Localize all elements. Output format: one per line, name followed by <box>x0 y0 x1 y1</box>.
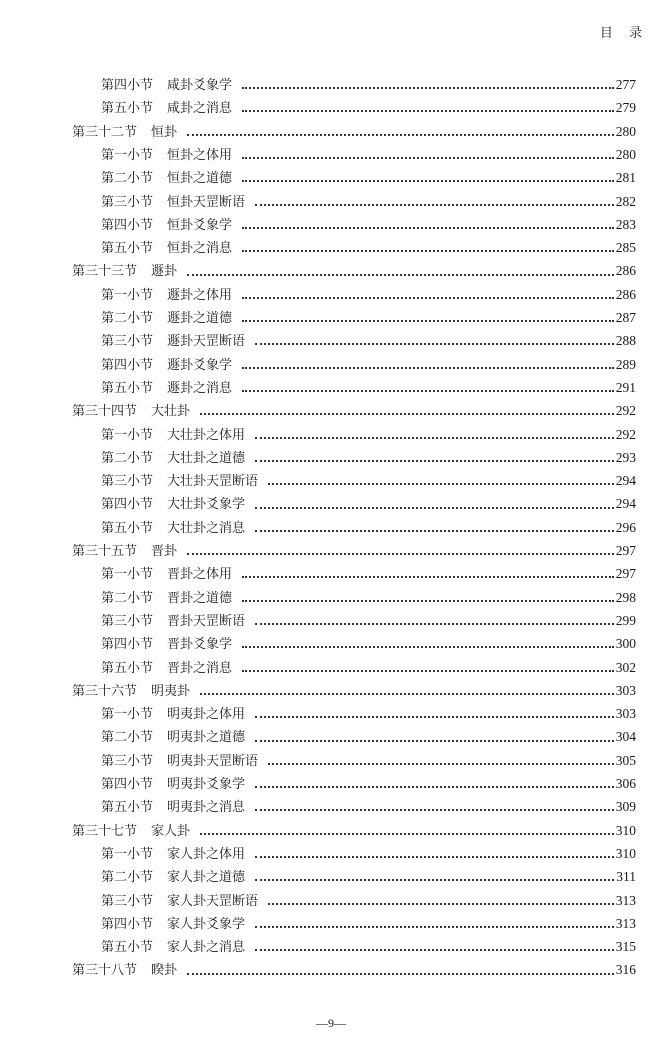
entry-label: 第三十五节 <box>72 544 138 559</box>
dot-leader <box>242 599 614 602</box>
dot-leader <box>187 133 614 136</box>
entry-label: 第四小节 <box>101 916 154 932</box>
entry-page-number: 282 <box>615 193 636 209</box>
toc-subsection-entry[interactable] <box>101 470 636 493</box>
dot-leader <box>242 86 614 89</box>
entry-page-number: 316 <box>615 962 636 978</box>
dot-leader <box>242 669 614 672</box>
entry-title: 明夷卦 <box>151 683 191 699</box>
dot-leader <box>255 622 614 625</box>
toc-subsection-entry[interactable] <box>101 214 636 237</box>
dot-leader <box>200 412 614 415</box>
entry-label: 第一小节 <box>101 427 154 443</box>
entry-label: 第三小节 <box>101 613 154 629</box>
entry-title: 恒卦之道德 <box>167 171 233 187</box>
toc-subsection-entry[interactable] <box>101 750 636 773</box>
toc-subsection-entry[interactable] <box>101 703 636 726</box>
entry-page-number: 311 <box>616 869 636 885</box>
entry-title: 晋卦之体用 <box>167 567 233 583</box>
entry-title: 睽卦 <box>151 963 178 979</box>
dot-leader <box>187 972 614 975</box>
dot-leader <box>255 342 614 345</box>
toc-subsection-entry[interactable] <box>101 633 636 656</box>
entry-page-number: 294 <box>615 496 636 512</box>
dot-leader <box>255 529 614 532</box>
entry-label: 第三小节 <box>101 893 154 909</box>
entry-title: 明夷卦爻象学 <box>167 777 246 792</box>
entry-label: 第二小节 <box>101 171 154 187</box>
entry-title: 晋卦天罡断语 <box>167 613 246 629</box>
dot-leader <box>255 459 614 462</box>
toc-section-entry[interactable] <box>72 540 636 563</box>
dot-leader <box>242 366 614 369</box>
entry-label: 第三十六节 <box>72 683 138 699</box>
dot-leader <box>242 109 614 112</box>
toc-subsection-entry[interactable] <box>101 796 636 819</box>
dot-leader <box>242 575 614 578</box>
dot-leader <box>255 808 614 811</box>
dot-leader <box>242 156 614 159</box>
entry-label: 第四小节 <box>101 497 154 513</box>
entry-label: 第二小节 <box>101 450 154 466</box>
entry-title: 晋卦之消息 <box>167 660 233 676</box>
entry-label: 第三十三节 <box>72 264 138 280</box>
dot-leader <box>255 785 614 788</box>
entry-page-number: 289 <box>615 356 636 372</box>
dot-leader <box>242 645 614 648</box>
entry-title: 大壮卦爻象学 <box>167 497 246 513</box>
entry-label: 第四小节 <box>101 357 154 373</box>
entry-page-number: 303 <box>615 706 636 722</box>
entry-page-number: 279 <box>615 100 636 116</box>
entry-page-number: 287 <box>615 310 636 325</box>
entry-label: 第二小节 <box>101 870 154 886</box>
toc-subsection-entry[interactable] <box>101 307 636 330</box>
entry-label: 第五小节 <box>101 101 154 117</box>
dot-leader <box>255 948 614 951</box>
toc-section-entry[interactable] <box>72 680 636 703</box>
toc-subsection-entry[interactable] <box>101 144 636 167</box>
toc-subsection-entry[interactable] <box>101 936 636 959</box>
entry-label: 第五小节 <box>101 660 154 676</box>
entry-title: 明夷卦之道德 <box>167 730 246 746</box>
entry-title: 大壮卦之道德 <box>167 450 246 466</box>
entry-page-number: 313 <box>615 915 636 931</box>
running-header: 目 录 <box>599 26 648 41</box>
entry-page-number: 280 <box>615 123 636 139</box>
entry-page-number: 277 <box>615 77 636 92</box>
entry-label: 第三十七节 <box>72 823 138 839</box>
toc-subsection-entry[interactable] <box>101 74 636 97</box>
entry-title: 明夷卦之体用 <box>167 707 246 723</box>
entry-page-number: 297 <box>615 543 636 558</box>
toc-subsection-entry[interactable] <box>101 657 636 680</box>
dot-leader <box>187 552 614 555</box>
toc-subsection-entry[interactable] <box>101 726 636 749</box>
dot-leader <box>255 436 614 439</box>
toc-subsection-entry[interactable] <box>101 167 636 190</box>
toc-subsection-entry[interactable] <box>101 587 636 610</box>
entry-title: 家人卦之体用 <box>167 846 246 862</box>
entry-label: 第一小节 <box>101 287 154 303</box>
toc-subsection-entry[interactable] <box>101 447 636 470</box>
entry-page-number: 294 <box>615 473 636 489</box>
entry-label: 第四小节 <box>101 217 154 233</box>
toc-section-entry[interactable] <box>72 400 636 423</box>
entry-title: 家人卦 <box>151 823 191 839</box>
toc-subsection-entry[interactable] <box>101 890 636 913</box>
toc-section-entry[interactable] <box>72 121 636 144</box>
entry-title: 恒卦天罡断语 <box>167 194 246 210</box>
entry-title: 大壮卦之消息 <box>167 520 246 536</box>
entry-label: 第一小节 <box>101 147 154 163</box>
entry-label: 第五小节 <box>101 380 154 396</box>
entry-page-number: 304 <box>615 729 636 745</box>
entry-title: 大壮卦 <box>151 404 191 420</box>
entry-title: 恒卦 <box>151 124 178 140</box>
entry-page-number: 315 <box>615 939 636 955</box>
entry-title: 遯卦 <box>151 264 178 280</box>
entry-page-number: 292 <box>615 426 636 442</box>
entry-page-number: 288 <box>615 333 636 349</box>
entry-page-number: 305 <box>615 752 636 768</box>
entry-page-number: 302 <box>615 659 636 675</box>
entry-label: 第三小节 <box>101 753 154 769</box>
dot-leader <box>187 273 614 276</box>
entry-title: 咸卦爻象学 <box>167 78 233 93</box>
toc-subsection-entry[interactable] <box>101 97 636 120</box>
entry-title: 家人卦爻象学 <box>167 916 246 932</box>
dot-leader <box>268 762 614 765</box>
entry-label: 第三十二节 <box>72 124 138 140</box>
toc-subsection-entry[interactable] <box>101 424 636 447</box>
entry-page-number: 310 <box>615 845 636 861</box>
entry-label: 第五小节 <box>101 800 154 816</box>
dot-leader <box>255 855 614 858</box>
entry-label: 第三小节 <box>101 194 154 210</box>
entry-label: 第三小节 <box>101 474 154 490</box>
dot-leader <box>242 319 614 322</box>
entry-page-number: 300 <box>615 636 636 652</box>
entry-title: 恒卦之体用 <box>167 147 233 163</box>
entry-page-number: 293 <box>615 449 636 465</box>
entry-page-number: 286 <box>615 263 636 279</box>
toc-subsection-entry[interactable] <box>101 843 636 866</box>
entry-label: 第五小节 <box>101 241 154 257</box>
dot-leader <box>242 389 614 392</box>
entry-page-number: 292 <box>615 403 636 419</box>
entry-title: 遯卦爻象学 <box>167 357 233 373</box>
entry-title: 家人卦天罡断语 <box>167 893 259 909</box>
toc-subsection-entry[interactable] <box>101 237 636 260</box>
entry-page-number: 281 <box>615 170 636 186</box>
entry-title: 家人卦之消息 <box>167 940 246 956</box>
entry-label: 第三十八节 <box>72 963 138 979</box>
entry-label: 第四小节 <box>101 637 154 653</box>
toc-section-entry[interactable] <box>72 260 636 283</box>
toc-subsection-entry[interactable] <box>101 517 636 540</box>
entry-label: 第三小节 <box>101 334 154 350</box>
toc-subsection-entry[interactable] <box>101 377 636 400</box>
dot-leader <box>255 878 614 881</box>
entry-title: 大壮卦之体用 <box>167 427 246 443</box>
toc-subsection-entry[interactable] <box>101 773 636 796</box>
entry-title: 明夷卦之消息 <box>167 800 246 816</box>
entry-label: 第四小节 <box>101 78 154 93</box>
dot-leader <box>255 506 614 509</box>
entry-page-number: 299 <box>615 612 636 628</box>
entry-title: 晋卦 <box>151 544 178 559</box>
toc-subsection-entry[interactable] <box>101 610 636 633</box>
entry-page-number: 306 <box>615 776 636 791</box>
page-number: —9— <box>316 1016 346 1030</box>
toc-subsection-entry[interactable] <box>101 284 636 307</box>
toc-section-entry[interactable] <box>72 820 636 843</box>
entry-label: 第四小节 <box>101 777 154 792</box>
dot-leader <box>242 296 614 299</box>
dot-leader <box>255 925 614 928</box>
entry-title: 遯卦天罡断语 <box>167 334 246 350</box>
entry-label: 第五小节 <box>101 520 154 536</box>
dot-leader <box>200 692 614 695</box>
toc-subsection-entry[interactable] <box>101 913 636 936</box>
toc-subsection-entry[interactable] <box>101 563 636 586</box>
entry-title: 明夷卦天罡断语 <box>167 753 259 769</box>
toc-subsection-entry[interactable] <box>101 493 636 516</box>
entry-title: 咸卦之消息 <box>167 101 233 117</box>
toc-subsection-entry[interactable] <box>101 330 636 353</box>
entry-label: 第一小节 <box>101 567 154 583</box>
entry-page-number: 283 <box>615 216 636 232</box>
entry-title: 晋卦之道德 <box>167 590 233 606</box>
entry-page-number: 291 <box>615 379 636 395</box>
toc-section-entry[interactable] <box>72 959 636 982</box>
dot-leader <box>255 739 614 742</box>
toc-subsection-entry[interactable] <box>101 866 636 889</box>
entry-label: 第二小节 <box>101 311 154 326</box>
entry-label: 第三十四节 <box>72 404 138 420</box>
entry-title: 晋卦爻象学 <box>167 637 233 653</box>
dot-leader <box>268 482 614 485</box>
entry-page-number: 309 <box>615 799 636 815</box>
entry-title: 恒卦爻象学 <box>167 217 233 233</box>
entry-page-number: 286 <box>615 286 636 302</box>
entry-page-number: 303 <box>615 682 636 698</box>
dot-leader <box>242 249 614 252</box>
entry-label: 第一小节 <box>101 707 154 723</box>
entry-title: 大壮卦天罡断语 <box>167 474 259 490</box>
dot-leader <box>268 902 614 905</box>
dot-leader <box>242 179 614 182</box>
dot-leader <box>255 715 614 718</box>
entry-title: 遯卦之体用 <box>167 287 233 303</box>
dot-leader <box>242 226 614 229</box>
entry-title: 家人卦之道德 <box>167 870 246 886</box>
entry-title: 遯卦之道德 <box>167 311 233 326</box>
entry-label: 第二小节 <box>101 590 154 606</box>
entry-page-number: 280 <box>615 146 636 162</box>
entry-page-number: 296 <box>615 519 636 535</box>
entry-title: 恒卦之消息 <box>167 241 233 257</box>
toc-subsection-entry[interactable] <box>101 191 636 214</box>
dot-leader <box>200 832 614 835</box>
entry-page-number: 297 <box>615 566 636 582</box>
entry-page-number: 285 <box>615 240 636 256</box>
entry-label: 第二小节 <box>101 730 154 746</box>
dot-leader <box>255 203 614 206</box>
entry-page-number: 310 <box>615 822 636 838</box>
entry-page-number: 298 <box>615 589 636 605</box>
entry-label: 第一小节 <box>101 846 154 862</box>
entry-title: 遯卦之消息 <box>167 380 233 396</box>
toc-subsection-entry[interactable] <box>101 354 636 377</box>
entry-page-number: 313 <box>615 892 636 908</box>
entry-label: 第五小节 <box>101 940 154 956</box>
